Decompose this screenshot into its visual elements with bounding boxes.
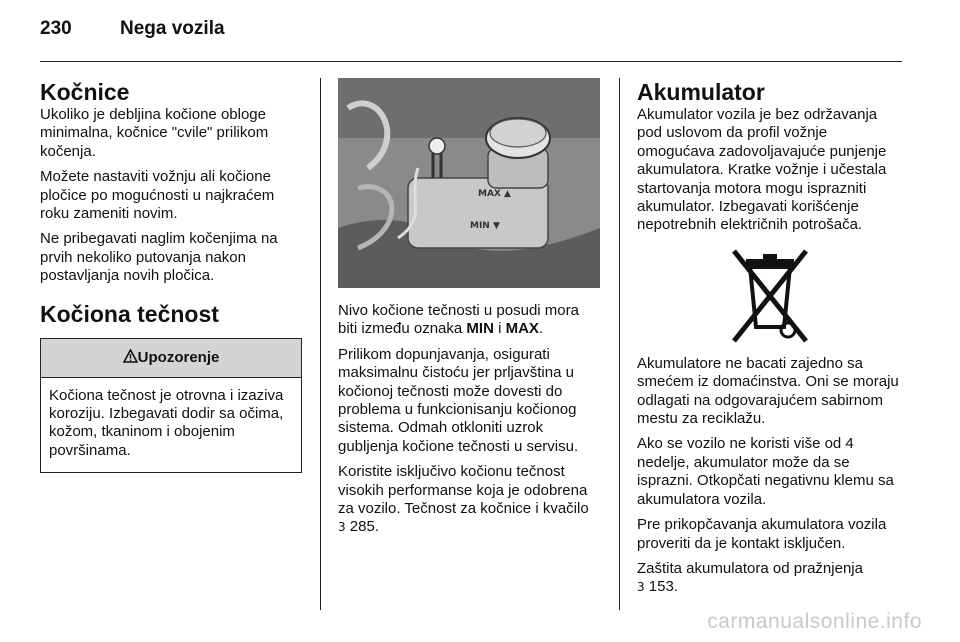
battery-paragraph-1: Akumulator vozila je bez održavanja pod uslovom da profil vožnje omogućava zadovoljavajuće punjenje akumulatora. Kratke vožnje i učestala startovanja motora mogu isprazniti akumulator. Izbegavati korišćenje nepotrebnih električnih potrošača. bbox=[637, 106, 887, 234]
column-divider-2 bbox=[619, 78, 620, 610]
page-number: 230 bbox=[40, 18, 72, 39]
header-divider bbox=[40, 61, 902, 62]
fluid-level-text: Nivo kočione tečnosti u posudi mora biti između oznaka bbox=[338, 302, 579, 338]
page-reference-icon: 3 bbox=[338, 520, 346, 535]
chapter-title: Nega vozila bbox=[120, 18, 225, 39]
crossed-out-bin-icon bbox=[720, 245, 820, 345]
heading-brake-fluid: Kočiona tečnost bbox=[40, 300, 219, 327]
min-mark: MIN bbox=[466, 320, 494, 338]
refill-paragraph: Prilikom dopunjavanja, osigurati maksimalnu čistoću jer prljavština u kočionoj tečnosti može dovesti do problema u funkcionisanju kočionog sistema. Odmah otkloniti uzrok gubljenja kočione tečnosti u servisu. bbox=[338, 345, 579, 455]
fluid-level-end: . bbox=[538, 320, 544, 338]
battery-paragraph-3: Ako se vozilo ne koristi više od 4 nedelje, akumulator može da se isprazni. Otkopčati negativnu klemu sa akumulatora vozila. bbox=[637, 435, 894, 508]
battery-paragraph-5 bbox=[637, 560, 903, 597]
discharge-protection-text: Zaštita akumulatora od pražnjenja bbox=[637, 559, 863, 577]
brake-fluid-reservoir-photo bbox=[338, 78, 600, 288]
column-divider-1 bbox=[320, 78, 321, 610]
reservoir-max-label: MAX ▲ bbox=[478, 189, 511, 199]
brakes-paragraph-1: Ukoliko je debljina kočione obloge minimalna, kočnice "cvile" prilikom kočenja. bbox=[40, 106, 269, 160]
page-header bbox=[40, 18, 225, 40]
battery-paragraph-4: Pre prikopčavanja akumulatora vozila proveriti da je kontakt isključen. bbox=[637, 516, 887, 552]
reservoir-min-label: MIN ▼ bbox=[470, 221, 500, 231]
fluid-type-text: Koristite isključivo kočionu tečnost visokih performanse koja je odobrena za vozilo. Tečnost za kočnice i kvačilo bbox=[338, 463, 589, 518]
max-mark: MAX bbox=[505, 320, 539, 338]
fluid-level-paragraph bbox=[338, 302, 602, 339]
battery-paragraph-2: Akumulatore ne bacati zajedno sa smećem iz domaćinstva. Oni se moraju odlagati na odgovarajućem sabirnom mestu za reciklažu. bbox=[637, 354, 899, 428]
column-middle bbox=[338, 78, 602, 544]
warning-header bbox=[41, 339, 301, 378]
warning-text: Kočiona tečnost je otrovna i izaziva koroziju. Izbegavati dodir sa očima, kožom, tkaninom i obojenim površinama. bbox=[49, 386, 284, 459]
heading-brakes: Kočnice bbox=[40, 79, 130, 105]
warning-title: Upozorenje bbox=[137, 348, 220, 366]
brakes-paragraph-3: Ne pribegavati naglim kočenjima na prvih nekoliko putovanja nakon postavljanja novih pločica. bbox=[40, 230, 278, 285]
fluid-level-and: i bbox=[493, 320, 506, 338]
page-reference-link[interactable]: 153. bbox=[644, 578, 679, 596]
column-right bbox=[637, 78, 903, 604]
heading-battery: Akumulator bbox=[637, 79, 765, 105]
warning-triangle-icon bbox=[123, 349, 138, 363]
column-left bbox=[40, 78, 304, 473]
brakes-paragraph-2: Možete nastaviti vožnju ali kočione pločice po mogućnosti u najkraćem roku zameniti novim. bbox=[40, 168, 275, 223]
warning-box bbox=[40, 338, 302, 474]
page-reference-link[interactable]: 285. bbox=[345, 518, 380, 536]
watermark: carmanualsonline.info bbox=[707, 610, 922, 633]
fluid-type-paragraph bbox=[338, 463, 602, 537]
page-reference-icon: 3 bbox=[637, 580, 645, 595]
